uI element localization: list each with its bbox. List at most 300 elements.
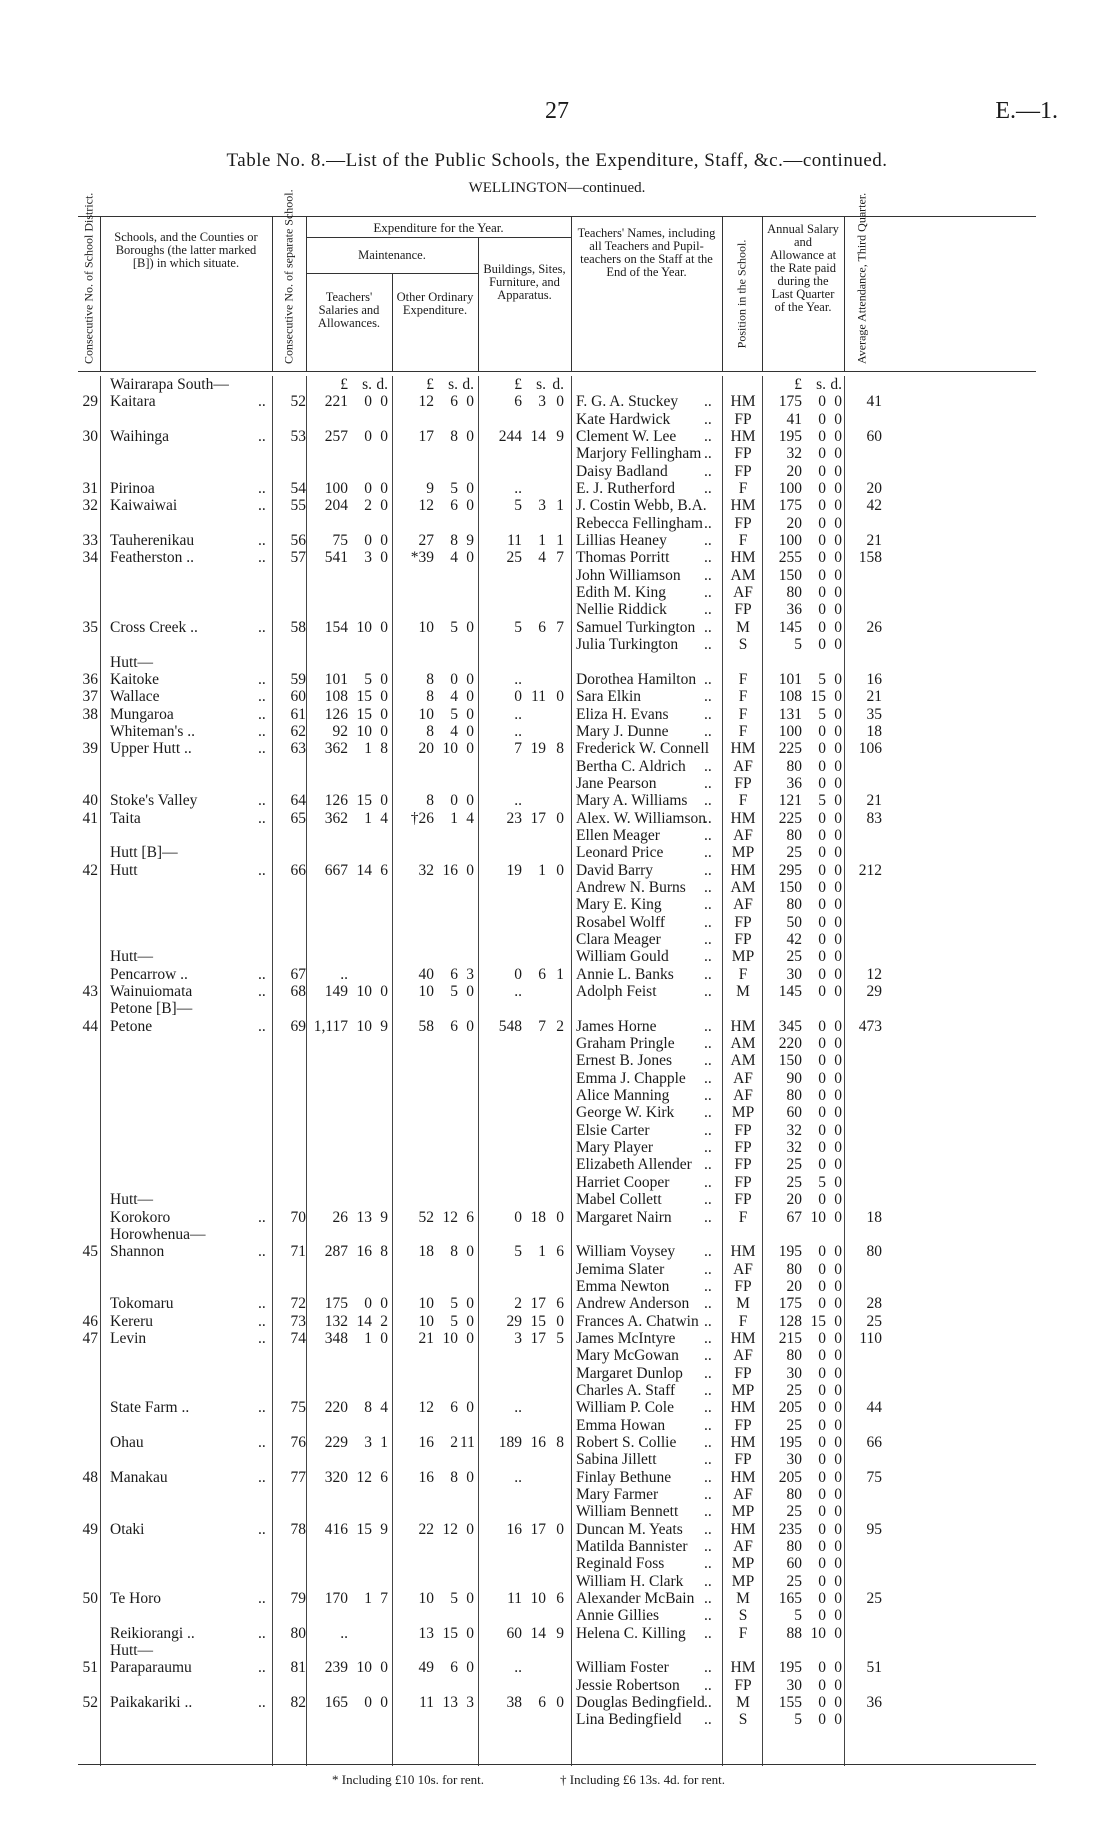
ann-pounds: 80 [786, 826, 802, 844]
ann-pence: 0 [834, 688, 842, 706]
teacher-position: HM [730, 1468, 756, 1486]
district-number: 32 [82, 497, 98, 515]
oth-pounds: £ [426, 376, 434, 393]
leader-dots: .. [704, 1277, 712, 1295]
ann-shillings: 0 [818, 1486, 826, 1503]
bld-shillings: s. [536, 376, 546, 393]
ann-pounds: 25 [786, 1416, 802, 1434]
ann-shillings: 0 [818, 1104, 826, 1122]
oth-pence: 0 [466, 1243, 474, 1261]
leader-dots: .. [704, 688, 712, 706]
ann-pence: 0 [834, 948, 842, 966]
school-number: 68 [290, 983, 306, 1001]
ann-pounds: 108 [778, 688, 802, 706]
ann-pounds: 80 [786, 1087, 802, 1105]
leader-dots: .. [258, 1208, 266, 1226]
ann-pounds: 80 [786, 1347, 802, 1365]
ann-pounds: 195 [778, 1659, 802, 1677]
teacher-name: Bertha C. Aldrich [576, 757, 686, 775]
sal-pounds: 75 [332, 532, 348, 550]
table-row [78, 688, 1036, 705]
ann-pence: 0 [834, 532, 842, 550]
oth-pence: 9 [466, 532, 474, 550]
table-row [78, 827, 1036, 844]
teacher-position: AM [730, 878, 756, 896]
teacher-name: Jemima Slater [576, 1260, 665, 1278]
ann-pence: 0 [834, 1087, 842, 1105]
district-number: 30 [82, 428, 98, 446]
district-number: 37 [82, 688, 98, 706]
bld-shillings: 17 [530, 809, 546, 827]
sal-pence: 4 [380, 809, 388, 827]
teacher-name: Alex. W. Williamson [576, 809, 706, 827]
ann-pounds: 30 [786, 1364, 802, 1382]
teacher-position: F [738, 792, 748, 810]
ann-shillings: 0 [818, 445, 826, 463]
table-row [78, 1486, 1036, 1503]
average-attendance: 60 [866, 428, 882, 446]
leader-dots: .. [258, 722, 266, 740]
school-name: Kaiwaiwai [110, 497, 178, 515]
oth-shillings: 6 [450, 393, 458, 411]
teacher-name: Mary E. King [576, 896, 662, 914]
ann-pounds: 80 [786, 1486, 802, 1503]
sal-shillings: 14 [356, 861, 372, 879]
teacher-position: FP [734, 1121, 752, 1139]
oth-pence: 3 [466, 1694, 474, 1712]
oth-pounds: 9 [426, 480, 434, 498]
table-row [78, 1607, 1036, 1624]
table-row [78, 966, 1036, 983]
sal-shillings: 1 [364, 1329, 372, 1347]
bld-shillings: 1 [538, 532, 546, 550]
table-row [78, 758, 1036, 775]
bld-pounds: 548 [498, 1017, 522, 1035]
bld-shillings: 11 [531, 688, 546, 706]
leader-dots: .. [258, 965, 266, 983]
bld-pounds: 6 [514, 393, 522, 411]
table-row [78, 1104, 1036, 1121]
leader-dots: .. [704, 670, 712, 688]
oth-pence: 0 [466, 393, 474, 411]
ann-pounds: 41 [786, 410, 802, 428]
bld-shillings: 16 [530, 1433, 546, 1451]
average-attendance: 21 [866, 792, 882, 810]
ann-pounds: 20 [786, 1277, 802, 1295]
ann-pounds: 20 [786, 1191, 802, 1209]
sal-shillings: 1 [364, 809, 372, 827]
bld-pence: 7 [556, 549, 564, 567]
header-schools: Schools, and the Counties or Boroughs (the latter marked [B]) in which situate. [100, 217, 273, 371]
sal-shillings: 2 [364, 497, 372, 515]
ann-pounds: 5 [794, 636, 802, 654]
teacher-name: Lina Bedingfield [576, 1711, 682, 1729]
table-body [78, 376, 1036, 1729]
ann-pence: 0 [834, 497, 842, 515]
leader-dots: .. [704, 1607, 712, 1625]
table-row [78, 1000, 1036, 1017]
table-row [78, 896, 1036, 913]
oth-pence: 0 [466, 1399, 474, 1417]
sal-pence: 0 [380, 792, 388, 810]
sal-pence: 0 [380, 1295, 388, 1313]
oth-pence: 0 [466, 1659, 474, 1677]
teacher-name: William Gould [576, 948, 669, 966]
table-row [78, 740, 1036, 757]
ann-pence: 0 [834, 1277, 842, 1295]
ann-shillings: 0 [818, 983, 826, 1001]
leader-dots: .. [704, 913, 712, 931]
teacher-name: Rosabel Wolff [576, 913, 666, 931]
sal-shillings: 10 [356, 1659, 372, 1677]
teacher-position: M [736, 1590, 750, 1608]
ann-shillings: 0 [818, 1555, 826, 1573]
leader-dots: .. [704, 445, 712, 463]
bld-shillings: 15 [530, 1312, 546, 1330]
school-number: 55 [290, 497, 306, 515]
table-row [78, 1330, 1036, 1347]
leader-dots: .. [258, 1312, 266, 1330]
oth-pounds: 8 [426, 722, 434, 740]
teacher-position: FP [734, 913, 752, 931]
oth-pence: 6 [466, 1208, 474, 1226]
teacher-name: Annie Gillies [576, 1607, 660, 1625]
school-name: Hutt— [110, 1642, 154, 1660]
table-row [78, 654, 1036, 671]
bld-pounds: .. [514, 1659, 522, 1677]
ann-shillings: 0 [818, 1676, 826, 1694]
sal-shillings: 15 [356, 1520, 372, 1538]
ann-pounds: 80 [786, 1260, 802, 1278]
table-row [78, 1226, 1036, 1243]
ann-shillings: 0 [818, 1433, 826, 1451]
bld-shillings: 3 [538, 393, 546, 411]
oth-shillings: 13 [442, 1694, 458, 1712]
leader-dots: .. [704, 844, 712, 862]
oth-pence: 0 [466, 705, 474, 723]
average-attendance: 110 [859, 1329, 882, 1347]
school-number: 53 [290, 428, 306, 446]
ann-pence: 0 [834, 1572, 842, 1590]
average-attendance: 83 [866, 809, 882, 827]
teacher-position: F [738, 532, 748, 550]
average-attendance: 212 [858, 861, 882, 879]
bld-shillings: 17 [530, 1329, 546, 1347]
teacher-position: FP [734, 1277, 752, 1295]
oth-pence: 0 [466, 670, 474, 688]
school-name: Shannon [110, 1243, 165, 1261]
oth-pounds: 12 [418, 1399, 434, 1417]
ann-shillings: 0 [818, 1156, 826, 1174]
teacher-name: Kate Hardwick [576, 410, 671, 428]
leader-dots: .. [704, 1139, 712, 1157]
table-row [78, 1659, 1036, 1676]
oth-pence: 0 [466, 1624, 474, 1642]
teacher-name: Ellen Meager [576, 826, 660, 844]
ann-shillings: 0 [818, 636, 826, 654]
leader-dots: .. [258, 1590, 266, 1608]
table-row [78, 1451, 1036, 1468]
ann-pence: 0 [834, 514, 842, 532]
school-name: Waihinga [110, 428, 170, 446]
table-row [78, 1087, 1036, 1104]
ann-shillings: 0 [818, 480, 826, 498]
oth-shillings: s. [448, 376, 458, 393]
bld-shillings: 7 [538, 1017, 546, 1035]
ann-pounds: 195 [778, 1433, 802, 1451]
teacher-position: HM [730, 809, 756, 827]
leader-dots: .. [704, 1555, 712, 1573]
school-number: 59 [290, 670, 306, 688]
ann-pounds: 150 [778, 566, 802, 584]
teacher-position: M [736, 1295, 750, 1313]
ann-pounds: 101 [778, 670, 802, 688]
ann-pence: 0 [834, 1104, 842, 1122]
teacher-name: Robert S. Collie [576, 1433, 677, 1451]
ann-pence: 0 [834, 1329, 842, 1347]
oth-pounds: *39 [410, 549, 434, 567]
ann-pence: 0 [834, 1260, 842, 1278]
table-row [78, 1434, 1036, 1451]
school-name: Kaitara [110, 393, 156, 411]
oth-pounds: 16 [418, 1468, 434, 1486]
teacher-name: Mary A. Williams [576, 792, 688, 810]
ann-shillings: 0 [818, 1659, 826, 1677]
oth-pounds: 8 [426, 792, 434, 810]
leader-dots: .. [704, 480, 712, 498]
table-row [78, 706, 1036, 723]
leader-dots: .. [704, 532, 712, 550]
district-number: 29 [82, 393, 98, 411]
leader-dots: .. [704, 393, 712, 411]
sal-shillings: 1 [364, 1590, 372, 1608]
bld-pounds: 19 [506, 861, 522, 879]
leader-dots: .. [704, 1208, 712, 1226]
leader-dots: .. [258, 1243, 266, 1261]
ann-pence: 0 [834, 931, 842, 948]
teacher-name: Jessie Robertson [576, 1676, 680, 1694]
ann-pence: 0 [834, 774, 842, 792]
oth-shillings: 8 [450, 1468, 458, 1486]
leader-dots: .. [258, 1329, 266, 1347]
leader-dots: .. [704, 1486, 712, 1503]
oth-pence: 0 [466, 1017, 474, 1035]
teacher-position: AF [733, 826, 753, 844]
bld-pence: 9 [556, 428, 564, 446]
teacher-name: Rebecca Fellingham [576, 514, 703, 532]
ann-pounds: 150 [778, 878, 802, 896]
teacher-name: Daisy Badland [576, 462, 668, 480]
sal-pounds: 541 [324, 549, 348, 567]
oth-pounds: 10 [418, 618, 434, 636]
table-row [78, 931, 1036, 948]
oth-shillings: 8 [450, 428, 458, 446]
ann-shillings: 0 [818, 1468, 826, 1486]
ann-pounds: 155 [778, 1694, 802, 1712]
ann-pence: 0 [834, 1191, 842, 1209]
ann-shillings: 0 [818, 774, 826, 792]
oth-pounds: 49 [418, 1659, 434, 1677]
oth-shillings: 5 [450, 983, 458, 1001]
ann-pounds: 100 [778, 532, 802, 550]
ann-shillings: 0 [818, 1191, 826, 1209]
header-teachers: Teachers' Names, including all Teachers and Pupil-teachers on the Staff at the End of the Year. [571, 217, 723, 371]
table-row [78, 1261, 1036, 1278]
teacher-position: M [736, 618, 750, 636]
teacher-position: M [736, 1694, 750, 1712]
ann-shillings: 0 [818, 826, 826, 844]
sal-pounds: 221 [324, 393, 348, 411]
bld-pounds: .. [514, 670, 522, 688]
average-attendance: 29 [866, 983, 882, 1001]
school-number: 61 [290, 705, 306, 723]
teacher-position: FP [734, 1139, 752, 1157]
leader-dots: .. [704, 931, 712, 948]
bld-shillings: 17 [530, 1295, 546, 1313]
ann-pence: 0 [834, 1486, 842, 1503]
table-row [78, 1590, 1036, 1607]
average-attendance: 21 [866, 532, 882, 550]
school-name: Paraparaumu [110, 1659, 192, 1677]
leader-dots: .. [704, 410, 712, 428]
sal-shillings: 0 [364, 1295, 372, 1313]
teacher-name: Edith M. King [576, 584, 666, 602]
oth-pounds: 13 [418, 1624, 434, 1642]
ann-pence: 0 [834, 1295, 842, 1313]
ann-shillings: 0 [818, 1364, 826, 1382]
school-name: Wainuiomata [110, 983, 193, 1001]
leader-dots: .. [704, 792, 712, 810]
teacher-position: FP [734, 1676, 752, 1694]
ann-pence: 0 [834, 965, 842, 983]
oth-pounds: 12 [418, 393, 434, 411]
leader-dots: .. [704, 1260, 712, 1278]
leader-dots: .. [258, 740, 266, 758]
ann-pence: 0 [834, 757, 842, 775]
oth-pence: 0 [466, 688, 474, 706]
teacher-name: Sabina Jillett [576, 1451, 657, 1469]
ann-pounds: 131 [778, 705, 802, 723]
ann-shillings: 5 [818, 705, 826, 723]
school-name: Cross Creek .. [110, 618, 198, 636]
table-row [78, 671, 1036, 688]
bld-pounds: 60 [506, 1624, 522, 1642]
table-title: Table No. 8.—List of the Public Schools, the Expenditure, Staff, &c.—continued. [226, 150, 888, 171]
school-name: Hutt [B]— [110, 844, 178, 862]
district-number: 39 [82, 740, 98, 758]
teacher-position: FP [734, 601, 752, 619]
leader-dots: .. [704, 1243, 712, 1261]
oth-pounds: 27 [418, 532, 434, 550]
oth-shillings: 8 [450, 532, 458, 550]
bld-pence: 5 [556, 1329, 564, 1347]
ann-pence: 0 [834, 1468, 842, 1486]
table-row [78, 1243, 1036, 1260]
sal-pounds: 154 [324, 618, 348, 636]
sal-pence: 0 [380, 688, 388, 706]
bld-pounds: .. [514, 705, 522, 723]
sal-pounds: 101 [324, 670, 348, 688]
teacher-position: MP [731, 1381, 755, 1399]
ann-pounds: 5 [794, 1607, 802, 1625]
bld-pounds: .. [514, 792, 522, 810]
ann-shillings: 0 [818, 913, 826, 931]
ann-pence: 0 [834, 1035, 842, 1053]
sal-shillings: 8 [364, 1399, 372, 1417]
table-row [78, 1018, 1036, 1035]
header-attendance: Average Attendance, Third Quarter. [854, 192, 869, 364]
ann-pence: 0 [834, 1503, 842, 1521]
ann-shillings: 0 [818, 1052, 826, 1070]
table-row [78, 480, 1036, 497]
teacher-name: Ernest B. Jones [576, 1052, 673, 1070]
teacher-name: J. Costin Webb, B.A. [576, 497, 707, 515]
leader-dots: .. [704, 1451, 712, 1469]
sal-shillings: 10 [356, 983, 372, 1001]
table-row [78, 775, 1036, 792]
leader-dots: .. [704, 1433, 712, 1451]
leader-dots: .. [258, 1017, 266, 1035]
teacher-name: Marjory Fellingham [576, 445, 702, 463]
bld-pence: 0 [556, 1694, 564, 1712]
average-attendance: 35 [866, 705, 882, 723]
ann-pounds: £ [794, 376, 802, 393]
table-row [78, 1469, 1036, 1486]
ann-pounds: 30 [786, 1451, 802, 1469]
teacher-position: MP [731, 844, 755, 862]
table-row [78, 376, 1036, 393]
ann-pence: 0 [834, 1624, 842, 1642]
ann-shillings: 0 [818, 601, 826, 619]
school-name: Upper Hutt .. [110, 740, 192, 758]
header-position: Position in the School. [722, 217, 763, 371]
sal-pounds: 348 [324, 1329, 348, 1347]
bld-pounds: 0 [514, 688, 522, 706]
table-row [78, 463, 1036, 480]
teacher-position: F [738, 705, 748, 723]
teacher-position: M [736, 983, 750, 1001]
ann-pence: 0 [834, 1312, 842, 1330]
teacher-position: HM [730, 497, 756, 515]
table-row [78, 1122, 1036, 1139]
sal-pence: 0 [380, 480, 388, 498]
teacher-name: Mary Farmer [576, 1486, 659, 1503]
oth-pence: 3 [466, 965, 474, 983]
district-number: 42 [82, 861, 98, 879]
teacher-name: Clara Meager [576, 931, 661, 948]
teacher-name: Andrew Anderson [576, 1295, 690, 1313]
school-name: Pencarrow .. [110, 965, 188, 983]
ann-shillings: 0 [818, 1329, 826, 1347]
ann-pence: 0 [834, 1364, 842, 1382]
ann-pounds: 25 [786, 1572, 802, 1590]
table-row [78, 445, 1036, 462]
ann-pence: 0 [834, 1399, 842, 1417]
teacher-name: William Bennett [576, 1503, 679, 1521]
average-attendance: 80 [866, 1243, 882, 1261]
average-attendance: 25 [866, 1312, 882, 1330]
school-name: Hutt— [110, 1191, 154, 1209]
ann-pence: 0 [834, 826, 842, 844]
ann-pence: 0 [834, 1381, 842, 1399]
sal-pence: d. [376, 376, 388, 393]
average-attendance: 41 [866, 393, 882, 411]
table-row [78, 1555, 1036, 1572]
bld-shillings: 17 [530, 1520, 546, 1538]
oth-pounds: 20 [418, 740, 434, 758]
teacher-name: Helena C. Killing [576, 1624, 686, 1642]
sal-pence: 0 [380, 705, 388, 723]
